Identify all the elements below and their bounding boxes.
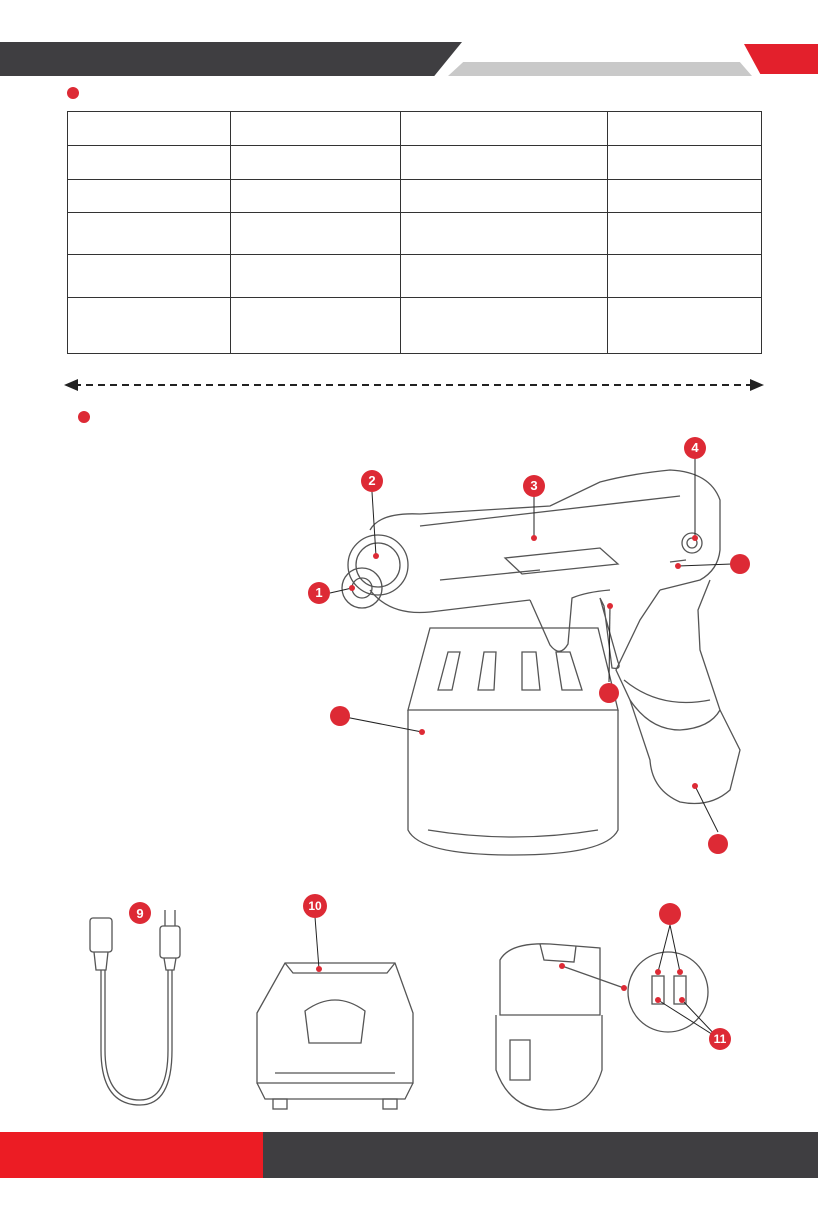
footer-bar-dark [263,1132,818,1178]
callout-overlay [300,430,760,870]
table-cell [401,298,608,354]
table-row [68,112,762,146]
table-cell [68,255,231,298]
section-bullet-parts [78,411,90,423]
header-bar-grey [448,62,752,76]
callout-badge-6 [599,683,619,703]
table-cell [608,255,762,298]
callout-label-knob: 4 [691,440,699,455]
callout-badge-8 [708,834,728,854]
battery-pack-illustration [490,900,740,1120]
callout-label-contacts: 11 [713,1032,727,1046]
table-cell [608,146,762,180]
header-bar-dark [0,42,462,76]
table-cell [231,180,401,213]
table-cell [68,146,231,180]
footer-bar-red [0,1132,263,1178]
table-row [68,255,762,298]
table-cell [401,180,608,213]
spec-table [67,111,762,354]
table-cell [231,255,401,298]
table-cell [231,213,401,255]
table-row [68,146,762,180]
table-cell [68,180,231,213]
callout-label-nozzle-ring: 2 [368,473,376,488]
table-cell [68,112,231,146]
table-cell [608,112,762,146]
table-cell [68,213,231,255]
callout-label-cord: 9 [136,906,144,921]
table-row [68,298,762,354]
table-cell [401,213,608,255]
table-cell [231,298,401,354]
callout-label-nozzle: 1 [315,585,323,600]
table-cell [68,298,231,354]
dashed-double-arrow-icon [64,376,764,394]
table-cell [401,112,608,146]
section-bullet-specs [67,87,79,99]
table-cell [231,146,401,180]
table-row [68,213,762,255]
table-cell [401,255,608,298]
callout-label-body: 3 [530,478,538,493]
power-cord-illustration [80,900,220,1120]
callout-label-charger: 10 [308,899,322,913]
header-tab-red [744,44,818,74]
callout-badge-5 [730,554,750,574]
table-cell [608,298,762,354]
table-cell [608,213,762,255]
table-cell [231,112,401,146]
table-cell [401,146,608,180]
table-row [68,180,762,213]
callout-badge-7 [330,706,350,726]
table-cell [608,180,762,213]
charger-illustration [245,893,425,1118]
